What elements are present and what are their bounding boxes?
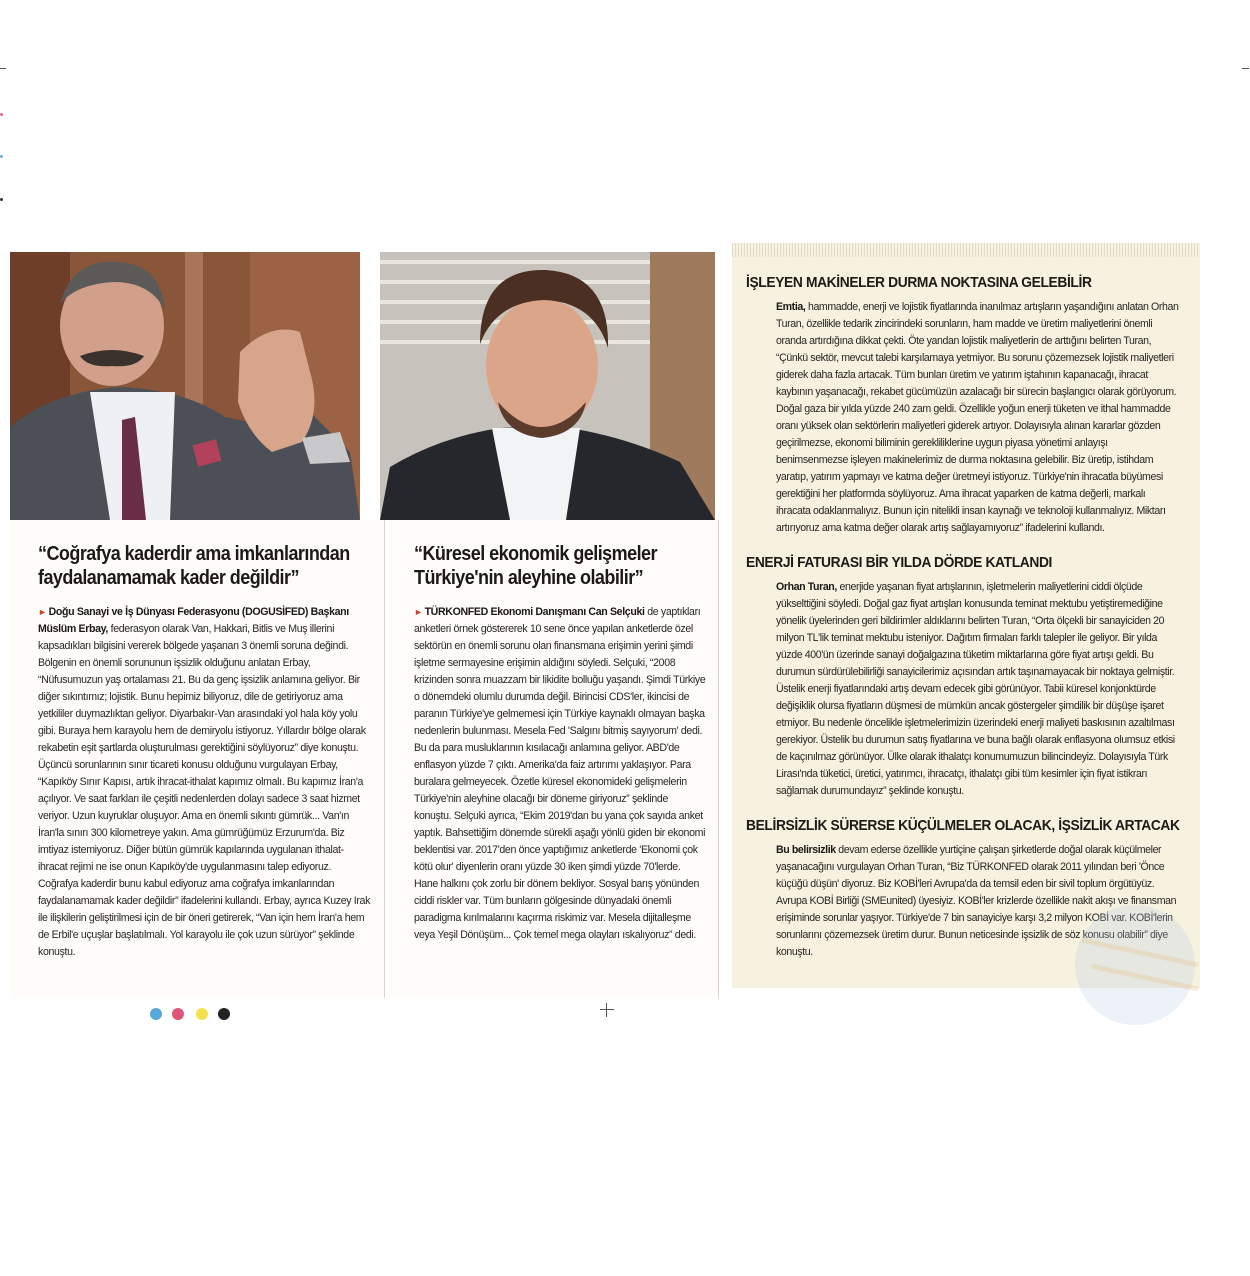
section-lead-energy: Orhan Turan, <box>776 581 837 593</box>
registration-dot-cyan <box>0 155 3 158</box>
body-erbay <box>38 604 372 961</box>
section-body-machines <box>776 299 1180 537</box>
print-dot-black <box>218 1008 230 1020</box>
section-lead-machines: Emtia, <box>776 301 806 313</box>
panel-top-stripe <box>732 243 1200 257</box>
print-dot-yellow <box>196 1008 208 1020</box>
crop-mark-left <box>0 68 6 69</box>
section-title-uncertainty: BELİRSİZLİK SÜRERSE KÜÇÜLMELER OLACAK, İŞSİZLİK ARTACAK <box>746 817 1180 834</box>
lead-selcuki: TÜRKONFED Ekonomi Danışmanı Can Selçuki <box>424 606 645 618</box>
headline-erbay: “Coğrafya kaderdir ama imkanlarından faydalanamamak kader değildir” <box>38 543 350 589</box>
article-text-erbay <box>10 520 385 998</box>
sidebar-panel-turan <box>732 243 1200 988</box>
portrait-illustration <box>380 252 715 520</box>
photo-muslum-erbay <box>10 252 360 520</box>
print-dot-cyan <box>150 1008 162 1020</box>
paragraph-erbay: federasyon olarak Van, Hakkari, Bitlis ve Muş illerini kapsadıkları bilgisini vererek bölgede yaşanan 3 önemli soruna değindi. Bölgenin en önemli sorununun işsizlik olduğunu anlatan Erbay, “Nüfusumuzun yaş ortalaması 21. Bu da genç işsizlik anlamına geliyor. Bir diğer sıkıntımız; lojistik. Bunu hepimiz biliyoruz, dile de getiriyoruz ama yetkililer duymazlıktan geliyor. Diyarbakır-Van arasındaki yol hala köy yolu gibi. Buraya hem karayolu hem de demiryolu istiyoruz. Yıllardır bölge olarak rekabetin eşit şartlarda oluşturulması gerektiğini söylüyoruz” diye konuştu. Üçüncü sorunlarının sınır ticareti konusu olduğunu vurgulayan Erbay, “Kapıköy Sınır Kapısı, artık ihracat-ithalat kapımız olmalı. Bu kapımız İran'a açılıyor. Ve saat farkları ile çeşitli nedenlerden dolayı sadece 3 saat hizmet veriyor. Uzun kuyruklar oluşuyor. Ama en önemli sıkıntı gümrük... Van'ın İran'la sınırı 300 kilometreye yakın. Ama gümrüğümüz Erzurum'da. Biz imtiyaz istemiyoruz. Diğer bütün gümrük kapılarında uygulanan ithalat-ihracat rejimi ne ise onun Kapıköy'de uygulanmasını talep ediyoruz. Coğrafya kaderdir bunu kabul ediyoruz ama coğrafya imkanlarından faydalanamamak kader değildir” ifadelerini kullandı. Erbay, ayrıca Kuzey Irak ile ilişkilerin geliştirilmesi için de bir öneri getirerek, “Van için hem İran'a hem de Erbil'e uçuşlar başlatılmalı. Yol karayolu ile çok uzun sürüyor” şeklinde konuştu. <box>38 623 371 958</box>
paragraph-selcuki: de yaptıkları anketleri örnek göstererek 10 sene önce yapılan anketlerde özel sektörün en önemli sorunu olan finansmana erişimin yerini şimdi işletme sermayesine erişimin aldığını söyledi. Selçuki, “2008 krizinden sonra muazzam bir likidite bolluğu yaşandı. Şimdi Türkiye o dönemdeki olumlu durumda değil. Birincisi CDS'ler, ikincisi de paranın Türkiye'ye gelmemesi için Türkiye kaynaklı olmayan başka nedenlerin bulunması. Mesela Fed 'Salgını bitmiş sayıyorum' dedi. Bu da para musluklarının kısılacağı anlamına geliyor. ABD'de enflasyon yüzde 7 çıktı. Amerika'da faiz artırımı yaklaşıyor. Para buralara gelmeyecek. Özetle küresel ekonomideki gelişmelerin Türkiye'nin aleyhine olacağı bir döneme giriyoruz” şeklinde konuştu. Selçuki ayrıca, “Ekim 2019'dan bu yana çok sayıda anket yaptık. Bahsettiğim dönemde sürekli aşağı yönlü giden bir ekonomi beklentisi var. 2017'den önce yaptığımız anketlerde 'Ekonomi çok kötü olur' diyenlerin oranı yüzde 30 iken şimdi yüzde 70'lerde. Hane halkını çok zorlu bir dönem bekliyor. Sosyal barış yönünden ciddi riskler var. Tüm bunların gölgesinde dünyadaki önemli paradigma kırılmalarını kaçırma riskimiz var. Mesela dijitalleşme veya Yeşil Dönüşüm... Çok temel mega olayları ıskalıyoruz” dedi. <box>414 606 706 941</box>
triangle-arrow-icon: ► <box>414 607 423 617</box>
body-selcuki <box>414 604 706 944</box>
section-text-machines: hammadde, enerji ve lojistik fiyatlarında inanılmaz artışların yaşandığını anlatan Orhan Turan, özellikle tedarik zincirindeki sorunların, ham madde ve üretim maliyetlerini önemli oranda artırdığına dikkat çekti. Öte yandan lojistik maliyetlerin de arttığını belirten Turan, “Çünkü sektör, mevcut talebi karşılamaya yetmiyor. Bu sorunu çözemezsek lojistik maliyetleri giderek daha fazla artacak. Tüm bunları üretim ve yatırım iştahının kapanacağı, ihracat kaybının yaşanacağı, rekabet gücümüzün azalacağı bir sürecin başlangıcı olarak görüyorum. Doğal gaza bir yılda yüzde 240 zam geldi. Özellikle yoğun enerji tüketen ve ithal hammadde oranı yüksek olan sektörlerin maliyetleri giderek artıyor. Dolayısıyla alınan kararlar gözden geçirilmezse, ekonomi biliminin gerekliliklerine uygun piyasa yönetimi anlayışı benimsenmezse işleyen makinelerimiz de durma noktasına gelebilir. Biz üretip, istihdam yaratıp, yatırım yapmayı ve katma değer üretmeyi istiyoruz. Türkiye'nin ihracatla büyümesi gerektiğini her platformda söylüyoruz. Ama ihracat yaparken de katma değerli, markalı ihracata odaklanmalıyız. Bunun için nitelikli insan kaynağı ve teknoloji kullanmalıyız. Miktarı artırıyoruz ama katma değer olarak artış sağlayamıyoruz” ifadelerini kullandı. <box>776 301 1179 534</box>
article-text-selcuki <box>386 520 719 998</box>
article-column-erbay <box>10 252 360 520</box>
registration-crosshair-icon <box>600 1003 614 1017</box>
photo-can-selcuki <box>380 252 715 520</box>
portrait-illustration <box>10 252 360 520</box>
headline-selcuki: “Küresel ekonomik gelişmeler Türkiye'nin aleyhine olabilir” <box>414 543 657 589</box>
section-text-energy: enerjide yaşanan fiyat artışlarının, işletmelerin maliyetlerini ciddi ölçüde yükselttiğini söyledi. Doğal gaz fiyat artışları konusunda teminat mektubu yetiştiremediğine yönelik üyelerinden geri bildirimler aldıklarını belirten Turan, “Orta ölçekli bir sanayiciden 20 milyon TL'lik teminat mektubu isteniyor. Dağıtım firmaları farklı talepler ile geliyor. Bir yılda yüzde 400'ün üzerinde sanayi doğalgazına tüketim miktarlarına göre fiyat artışı geldi. Bu durumun sürdürülebilirliği sanayicilerimiz açısından artık taşınamayacak bir noktaya gelmiştir. Üstelik enerji fiyatlarındaki artış devam edecek gibi görünüyor. Tabii küresel konjonktürde değişiklik olursa fiyatların düşmesi de mümkün ancak göstergeler şimdilik bir düşüşe işaret etmiyor. Bu nedenle öncelikle işletmelerimizin üzerindeki enerji maliyeti baskısının azaltılması gerekiyor. Üstelik bu durumun satış fiyatlarına ve buna bağlı olarak enflasyona olumsuz etkisi de kaçınılmaz görünüyor. Ülke olarak ithalatçı konumumuzun bilincindeyiz. Dolayısıyla Türk Lirası'nda tüketici, üretici, yatırımcı, ihracatçı, ithalatçı gibi tüm kesimler için fiyat istikrarı sağlamak durumundayız” şeklinde konuştu. <box>776 581 1175 797</box>
section-body-energy <box>776 579 1180 800</box>
triangle-arrow-icon: ► <box>38 607 47 617</box>
crop-mark-right <box>1242 68 1249 69</box>
section-title-energy: ENERJİ FATURASI BİR YILDA DÖRDE KATLANDI <box>746 554 1053 571</box>
registration-dot-magenta <box>0 113 3 116</box>
print-dot-magenta <box>172 1008 184 1020</box>
registration-dot-black <box>0 198 3 201</box>
section-lead-uncertainty: Bu belirsizlik <box>776 844 836 856</box>
lead-erbay: Doğu Sanayi ve İş Dünyası Federasyonu (DOGUSİFED) Başkanı Müslüm Erbay, <box>38 606 349 635</box>
article-column-selcuki <box>380 252 715 520</box>
section-title-machines: İŞLEYEN MAKİNELER DURMA NOKTASINA GELEBİLİR <box>746 274 1092 291</box>
section-text-uncertainty: devam ederse özellikle yurtiçine çalışan şirketlerde doğal olarak küçülmeler yaşanacağını vurgulayan Orhan Turan, “Biz TÜRKONFED olarak 2011 yılından beri 'Önce küçüğü düşün' diyoruz. Biz KOBİ'leri Avrupa'da da temsil eden bir sivil toplum örgütüyüz. Avrupa KOBİ Birliği (SMEunited) üyesiyiz. KOBİ'ler krizlerde özellikle nakit akışı ve finansman erişiminde sorunlar yaşıyor. Türkiye'de 7 bin sanayiciye karşı 3,2 milyon KOBİ var. KOBİ'lerin sorunlarını çözemezsek üretim durur. Bunun neticesinde işsizlik de söz konusu olabilir” diye konuştu. <box>776 844 1177 958</box>
